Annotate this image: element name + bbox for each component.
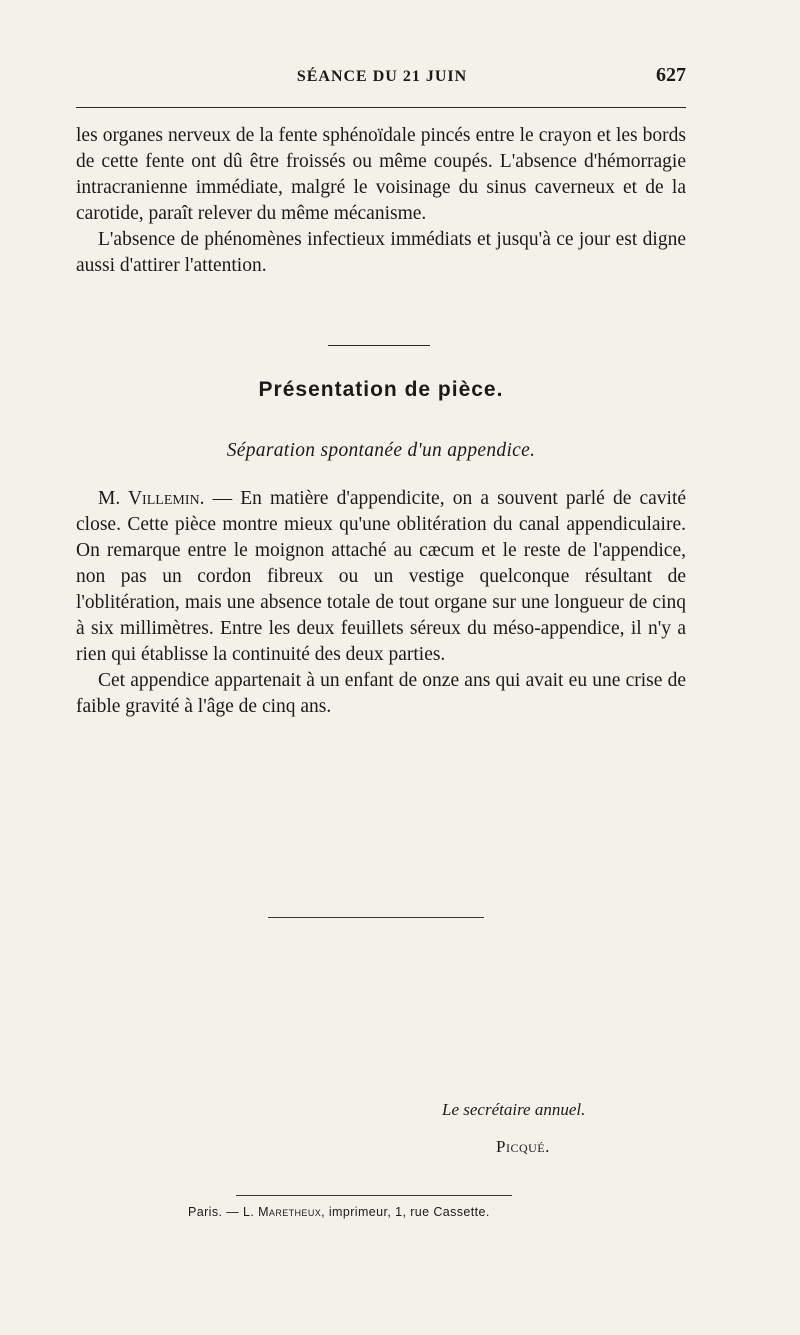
section-heading: Présentation de pièce.	[258, 378, 504, 401]
imprint-suffix: imprimeur, 1, rue Cassette.	[328, 1205, 490, 1219]
section-paragraph: Cet appendice appartenait à un enfant de onze ans qui avait eu une crise de faible gravité à l'âge de cinq ans.	[76, 670, 686, 717]
signature-role: Le secrétaire annuel.	[442, 1100, 586, 1119]
end-rule	[268, 917, 484, 918]
intro-paragraph: les organes nerveux de la fente sphénoïdale pincés entre le crayon et les bords de cette fente ont dû être froissés ou même coupés. L'absence d'hémorragie intracranienne immédiate, malgré le voisinage du sinus caverneux et de la carotide, paraît relever du même mécanisme.	[76, 125, 686, 224]
signature-name: Picqué.	[496, 1137, 550, 1156]
page-header	[78, 64, 686, 94]
running-title: SÉANCE DU 21 JUIN	[296, 68, 468, 85]
page-number: 627	[656, 64, 686, 86]
imprint-prefix: Paris. —	[188, 1205, 240, 1219]
header-rule	[76, 107, 686, 108]
intro-paragraph: L'absence de phénomènes infectieux immédiats et jusqu'à ce jour est digne aussi d'attirer l'attention.	[76, 229, 686, 276]
footer-rule	[236, 1195, 512, 1196]
intro-text	[76, 123, 686, 279]
speaker-name: M. Villemin.	[98, 488, 205, 509]
printer-imprint	[188, 1205, 490, 1219]
paragraph-text: — En matière d'appendicite, on a souvent parlé de cavité close. Cette pièce montre mieux qu'une oblitération du canal appendiculaire. On remarque entre le moignon attaché au cæcum et le reste de l'appendice, non pas un cordon fibreux ou un vestige quelconque résultant de l'oblitération, mais une absence totale de tout organe sur une longueur de cinq à six millimètres. Entre les deux feuillets séreux du méso-appendice, il n'y a rien qui établisse la continuité des deux parties.	[76, 488, 687, 665]
section-subtitle: Séparation spontanée d'un appendice.	[226, 440, 536, 461]
section-body	[76, 486, 686, 720]
section-paragraph	[76, 486, 686, 668]
section-separator	[328, 345, 430, 346]
imprint-printer: L. Maretheux,	[243, 1205, 325, 1219]
